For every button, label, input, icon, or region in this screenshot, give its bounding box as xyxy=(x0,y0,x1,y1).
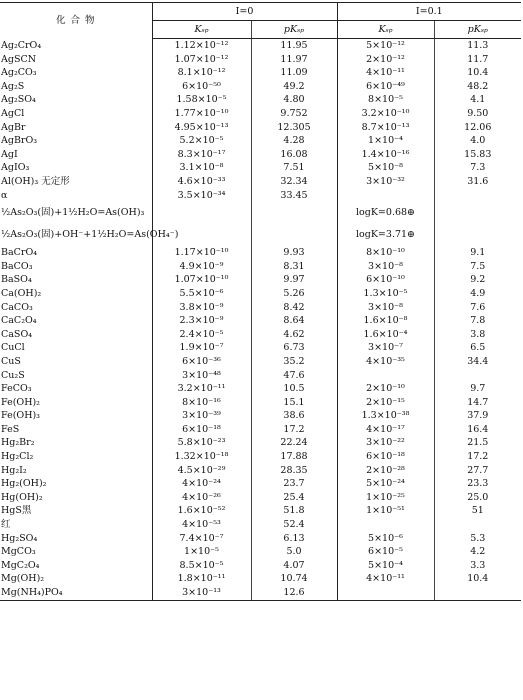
compound-name: CaSO₄ xyxy=(0,328,152,342)
compound-name: ½As₂O₃(固)+OH⁻+1½H₂O=As(OH₄⁻) xyxy=(0,224,152,246)
pksp-ionic-0.1 xyxy=(434,586,521,600)
pksp-ionic-0.1: 16.4 xyxy=(467,423,489,435)
pksp-ionic-0.1: 27.7 xyxy=(467,464,489,476)
pksp-ionic-0: 33.45 xyxy=(251,189,337,203)
ksp-ionic-0.1: 4×10⁻¹¹ xyxy=(337,66,434,80)
header-group-ionic-strength-0.1: I=0.1 xyxy=(337,3,521,21)
ksp-ionic-0.1: 4×10⁻¹⁷ xyxy=(337,423,434,437)
pksp-ionic-0.1: 3.8 xyxy=(470,328,486,340)
compound-name: FeS xyxy=(0,423,152,437)
pksp-ionic-0.1 xyxy=(434,368,521,382)
table-row xyxy=(0,518,521,532)
pksp-ionic-0 xyxy=(251,202,337,224)
header-group-ionic-strength-0: I=0 xyxy=(152,3,337,21)
pksp-ionic-0.1: 9.2 xyxy=(470,274,486,286)
ksp-ionic-0.1: 1.4×10⁻¹⁶ xyxy=(337,148,434,162)
pksp-ionic-0: 51.8 xyxy=(251,504,337,518)
table-row xyxy=(0,368,521,382)
compound-name: Hg₂Br₂ xyxy=(0,436,152,450)
table-row xyxy=(0,66,521,80)
compound-name: AgBrO₃ xyxy=(0,134,152,148)
pksp-ionic-0.1: 7.5 xyxy=(470,260,486,272)
pksp-ionic-0: 25.4 xyxy=(251,491,337,505)
table-row xyxy=(0,586,521,600)
ksp-ionic-0: 3×10⁻³⁹ xyxy=(152,409,251,423)
pksp-ionic-0: 9.752 xyxy=(251,107,337,121)
pksp-ionic-0.1: 25.0 xyxy=(467,491,489,503)
ksp-ionic-0.1: logK=3.71⊕ xyxy=(337,224,434,246)
ksp-ionic-0: 1.17×10⁻¹⁰ xyxy=(152,246,251,260)
pksp-ionic-0.1: 48.2 xyxy=(467,80,489,92)
ksp-ionic-0: 3.8×10⁻⁹ xyxy=(152,301,251,315)
ksp-ionic-0: 6×10⁻⁵⁰ xyxy=(152,80,251,94)
pksp-ionic-0.1: 9.50 xyxy=(467,108,489,120)
table-row xyxy=(0,301,521,315)
compound-name: Ag₂CO₃ xyxy=(0,66,152,80)
ksp-ionic-0.1: 1.3×10⁻³⁸ xyxy=(337,409,434,423)
table-row xyxy=(0,532,521,546)
ksp-ionic-0.1: 5×10⁻⁶ xyxy=(337,532,434,546)
table-row xyxy=(0,246,521,260)
ksp-ionic-0: 4.95×10⁻¹³ xyxy=(152,121,251,135)
pksp-ionic-0: 4.80 xyxy=(251,93,337,107)
pksp-ionic-0: 15.1 xyxy=(251,396,337,410)
table-row xyxy=(0,545,521,559)
compound-name: AgCl xyxy=(0,107,152,121)
ksp-ionic-0: 1.6×10⁻⁵² xyxy=(152,504,251,518)
ksp-ionic-0.1: 1.6×10⁻⁸ xyxy=(337,314,434,328)
pksp-ionic-0.1: 4.9 xyxy=(470,287,486,299)
table-row xyxy=(0,260,521,274)
pksp-ionic-0: 49.2 xyxy=(251,80,337,94)
ksp-ionic-0: 1.07×10⁻¹⁰ xyxy=(152,273,251,287)
table-row xyxy=(0,491,521,505)
pksp-ionic-0: 9.97 xyxy=(251,273,337,287)
ksp-ionic-0.1: 1.3×10⁻⁵ xyxy=(337,287,434,301)
pksp-ionic-0.1: 3.3 xyxy=(470,559,486,571)
table-row xyxy=(0,53,521,67)
table-row xyxy=(0,80,521,94)
pksp-ionic-0.1: 4.2 xyxy=(470,546,486,558)
compound-name: BaCrO₄ xyxy=(0,246,152,260)
compound-name: Ca(OH)₂ xyxy=(0,287,152,301)
pksp-ionic-0.1 xyxy=(434,518,521,532)
compound-name: Hg(OH)₂ xyxy=(0,491,152,505)
ksp-ionic-0: 3×10⁻¹³ xyxy=(152,586,251,600)
ksp-ionic-0: 1.77×10⁻¹⁰ xyxy=(152,107,251,121)
ksp-ionic-0.1: 6×10⁻¹⁰ xyxy=(337,273,434,287)
ksp-ionic-0.1: 2×10⁻¹² xyxy=(337,53,434,67)
compound-name: α xyxy=(0,189,152,203)
ksp-ionic-0.1: 3×10⁻⁸ xyxy=(337,301,434,315)
pksp-ionic-0: 11.97 xyxy=(251,53,337,67)
ksp-ionic-0: 4×10⁻²⁶ xyxy=(152,491,251,505)
ksp-ionic-0.1 xyxy=(337,368,434,382)
ksp-ionic-0: 4.6×10⁻³³ xyxy=(152,175,251,189)
header-compound: 化 合 物 xyxy=(0,3,152,39)
ksp-ionic-0: 3.5×10⁻³⁴ xyxy=(152,189,251,203)
table-row xyxy=(0,409,521,423)
ksp-ionic-0.1: 6×10⁻¹⁸ xyxy=(337,450,434,464)
ksp-ionic-0.1 xyxy=(337,189,434,203)
compound-name: Hg₂I₂ xyxy=(0,464,152,478)
compound-name: Hg₂SO₄ xyxy=(0,532,152,546)
ksp-ionic-0.1: 8×10⁻⁵ xyxy=(337,93,434,107)
pksp-ionic-0.1: 4.0 xyxy=(470,135,486,147)
ksp-ionic-0.1: 1×10⁻⁴ xyxy=(337,134,434,148)
ksp-ionic-0: 8×10⁻¹⁶ xyxy=(152,396,251,410)
header-ksp-0.1: Kₛₚ xyxy=(337,21,434,39)
table-row xyxy=(0,559,521,573)
ksp-ionic-0: 8.3×10⁻¹⁷ xyxy=(152,148,251,162)
pksp-ionic-0: 7.51 xyxy=(251,161,337,175)
ksp-ionic-0: 5.2×10⁻⁵ xyxy=(152,134,251,148)
ksp-ionic-0.1: 3×10⁻⁸ xyxy=(337,260,434,274)
table-row xyxy=(0,341,521,355)
pksp-ionic-0: 10.74 xyxy=(251,572,337,586)
ksp-ionic-0: 6×10⁻³⁶ xyxy=(152,355,251,369)
table-row xyxy=(0,450,521,464)
ksp-ionic-0: 8.5×10⁻⁵ xyxy=(152,559,251,573)
compound-name: Cu₂S xyxy=(0,368,152,382)
pksp-ionic-0: 4.28 xyxy=(251,134,337,148)
compound-name: AgIO₃ xyxy=(0,161,152,175)
pksp-ionic-0.1: 5.3 xyxy=(470,532,486,544)
compound-name: CaCO₃ xyxy=(0,301,152,315)
table-row xyxy=(0,175,521,189)
ksp-ionic-0: 1.58×10⁻⁵ xyxy=(152,93,251,107)
compound-name: Ag₂SO₄ xyxy=(0,93,152,107)
compound-name: HgS黑 xyxy=(0,504,152,518)
table-row xyxy=(0,572,521,586)
ksp-ionic-0: 2.3×10⁻⁹ xyxy=(152,314,251,328)
compound-name: Fe(OH)₂ xyxy=(0,396,152,410)
ksp-ionic-0: 1.8×10⁻¹¹ xyxy=(152,572,251,586)
pksp-ionic-0: 6.13 xyxy=(251,532,337,546)
pksp-ionic-0: 22.24 xyxy=(251,436,337,450)
compound-name: BaSO₄ xyxy=(0,273,152,287)
ksp-ionic-0: 5.5×10⁻⁶ xyxy=(152,287,251,301)
ksp-ionic-0.1: 3×10⁻²² xyxy=(337,436,434,450)
ksp-ionic-0.1: 2×10⁻¹⁵ xyxy=(337,396,434,410)
pksp-ionic-0: 12.305 xyxy=(251,121,337,135)
pksp-ionic-0.1: 37.9 xyxy=(467,410,489,422)
table-row xyxy=(0,39,521,53)
compound-name: Ag₂CrO₄ xyxy=(0,39,152,53)
ksp-ionic-0: 1.12×10⁻¹² xyxy=(152,39,251,53)
pksp-ionic-0.1: 23.3 xyxy=(467,478,489,490)
compound-name: 红 xyxy=(0,518,152,532)
ksp-ionic-0.1: 2×10⁻²⁸ xyxy=(337,464,434,478)
pksp-ionic-0: 23.7 xyxy=(251,477,337,491)
ksp-ionic-0: 2.4×10⁻⁵ xyxy=(152,328,251,342)
pksp-ionic-0.1: 6.5 xyxy=(470,342,486,354)
table-row xyxy=(0,161,521,175)
table-row xyxy=(0,314,521,328)
ksp-ionic-0.1: 3.2×10⁻¹⁰ xyxy=(337,107,434,121)
compound-name: CuS xyxy=(0,355,152,369)
pksp-ionic-0: 8.64 xyxy=(251,314,337,328)
ksp-ionic-0: 4×10⁻²⁴ xyxy=(152,477,251,491)
ksp-ionic-0: 3.1×10⁻⁸ xyxy=(152,161,251,175)
ksp-ionic-0.1: 5×10⁻¹² xyxy=(337,39,434,53)
pksp-ionic-0: 6.73 xyxy=(251,341,337,355)
pksp-ionic-0.1: 4.1 xyxy=(470,94,486,106)
ksp-ionic-0.1: logK=0.68⊕ xyxy=(337,202,434,224)
table-row xyxy=(0,134,521,148)
ksp-ionic-0: 6×10⁻¹⁸ xyxy=(152,423,251,437)
table-row xyxy=(0,93,521,107)
pksp-ionic-0.1: 10.4 xyxy=(467,67,489,79)
table-row xyxy=(0,477,521,491)
ksp-ionic-0: 4.9×10⁻⁹ xyxy=(152,260,251,274)
ksp-ionic-0.1: 3×10⁻⁷ xyxy=(337,341,434,355)
ksp-ionic-0.1: 4×10⁻¹¹ xyxy=(337,572,434,586)
ksp-ionic-0: 4×10⁻⁵³ xyxy=(152,518,251,532)
ksp-ionic-0.1: 8.7×10⁻¹³ xyxy=(337,121,434,135)
pksp-ionic-0: 16.08 xyxy=(251,148,337,162)
ksp-ionic-0 xyxy=(152,202,251,224)
header-pksp-0: pKₛₚ xyxy=(251,21,337,39)
table-row xyxy=(0,287,521,301)
header-ksp-0: Kₛₚ xyxy=(152,21,251,39)
table-row xyxy=(0,148,521,162)
table-row xyxy=(0,436,521,450)
pksp-ionic-0.1: 15.83 xyxy=(464,148,492,160)
ksp-ionic-0: 1.07×10⁻¹² xyxy=(152,53,251,67)
pksp-ionic-0.1: 7.6 xyxy=(470,301,486,313)
pksp-ionic-0.1: 7.3 xyxy=(470,162,486,174)
pksp-ionic-0: 5.26 xyxy=(251,287,337,301)
ksp-ionic-0.1: 4×10⁻³⁵ xyxy=(337,355,434,369)
table-row xyxy=(0,396,521,410)
pksp-ionic-0.1: 11.7 xyxy=(467,53,489,65)
compound-name: AgI xyxy=(0,148,152,162)
pksp-ionic-0: 4.07 xyxy=(251,559,337,573)
ksp-ionic-0: 3.2×10⁻¹¹ xyxy=(152,382,251,396)
ksp-ionic-0: 1×10⁻⁵ xyxy=(152,545,251,559)
compound-name: Hg₂Cl₂ xyxy=(0,450,152,464)
ksp-ionic-0.1 xyxy=(337,586,434,600)
pksp-ionic-0.1: 12.06 xyxy=(464,121,492,133)
ksp-ionic-0: 1.32×10⁻¹⁸ xyxy=(152,450,251,464)
compound-name: Mg(OH)₂ xyxy=(0,572,152,586)
table-row xyxy=(0,504,521,518)
table-row xyxy=(0,121,521,135)
compound-name: ½As₂O₃(固)+1½H₂O=As(OH)₃ xyxy=(0,202,152,224)
pksp-ionic-0: 17.88 xyxy=(251,450,337,464)
compound-name: Hg₂(OH)₂ xyxy=(0,477,152,491)
table-row xyxy=(0,273,521,287)
compound-name: Mg(NH₄)PO₄ xyxy=(0,586,152,600)
pksp-ionic-0.1 xyxy=(434,189,521,203)
table-header xyxy=(0,3,521,39)
pksp-ionic-0: 52.4 xyxy=(251,518,337,532)
pksp-ionic-0: 12.6 xyxy=(251,586,337,600)
table-body xyxy=(0,39,521,601)
pksp-ionic-0.1: 11.3 xyxy=(467,40,489,52)
table-row xyxy=(0,355,521,369)
pksp-ionic-0: 35.2 xyxy=(251,355,337,369)
ksp-ionic-0.1: 6×10⁻⁴⁹ xyxy=(337,80,434,94)
pksp-ionic-0: 8.42 xyxy=(251,301,337,315)
ksp-ionic-0: 7.4×10⁻⁷ xyxy=(152,532,251,546)
compound-name: AgBr xyxy=(0,121,152,135)
table-row xyxy=(0,189,521,203)
pksp-ionic-0.1: 14.7 xyxy=(467,396,489,408)
table-row xyxy=(0,202,521,224)
solubility-product-table xyxy=(0,2,521,601)
table-row xyxy=(0,382,521,396)
pksp-ionic-0.1: 31.6 xyxy=(467,175,489,187)
pksp-ionic-0.1: 17.2 xyxy=(467,451,489,463)
ksp-ionic-0: 3×10⁻⁴⁸ xyxy=(152,368,251,382)
ksp-ionic-0.1: 5×10⁻⁸ xyxy=(337,161,434,175)
compound-name: MgC₂O₄ xyxy=(0,559,152,573)
pksp-ionic-0: 5.0 xyxy=(251,545,337,559)
pksp-ionic-0: 10.5 xyxy=(251,382,337,396)
pksp-ionic-0.1: 9.1 xyxy=(470,247,486,259)
compound-name: AgSCN xyxy=(0,53,152,67)
table-row xyxy=(0,224,521,246)
ksp-ionic-0.1 xyxy=(337,518,434,532)
table-row xyxy=(0,328,521,342)
compound-name: BaCO₃ xyxy=(0,260,152,274)
pksp-ionic-0.1: 10.4 xyxy=(467,573,489,585)
ksp-ionic-0.1: 3×10⁻³² xyxy=(337,175,434,189)
pksp-ionic-0.1: 21.5 xyxy=(467,437,489,449)
header-pksp-0.1: pKₛₚ xyxy=(434,21,521,39)
pksp-ionic-0: 17.2 xyxy=(251,423,337,437)
ksp-ionic-0.1: 1×10⁻⁵¹ xyxy=(337,504,434,518)
ksp-ionic-0.1: 1×10⁻²⁵ xyxy=(337,491,434,505)
pksp-ionic-0 xyxy=(251,224,337,246)
ksp-ionic-0: 4.5×10⁻²⁹ xyxy=(152,464,251,478)
table-row xyxy=(0,423,521,437)
pksp-ionic-0.1: 34.4 xyxy=(467,355,489,367)
compound-name: Fe(OH)₃ xyxy=(0,409,152,423)
pksp-ionic-0: 32.34 xyxy=(251,175,337,189)
ksp-ionic-0.1: 8×10⁻¹⁰ xyxy=(337,246,434,260)
pksp-ionic-0.1: 51 xyxy=(471,505,484,517)
pksp-ionic-0: 38.6 xyxy=(251,409,337,423)
ksp-ionic-0: 5.8×10⁻²³ xyxy=(152,436,251,450)
ksp-ionic-0: 8.1×10⁻¹² xyxy=(152,66,251,80)
pksp-ionic-0.1 xyxy=(434,202,521,224)
pksp-ionic-0: 8.31 xyxy=(251,260,337,274)
pksp-ionic-0.1: 7.8 xyxy=(470,315,486,327)
ksp-ionic-0.1: 5×10⁻²⁴ xyxy=(337,477,434,491)
pksp-ionic-0: 9.93 xyxy=(251,246,337,260)
pksp-ionic-0.1 xyxy=(434,224,521,246)
ksp-ionic-0.1: 5×10⁻⁴ xyxy=(337,559,434,573)
compound-name: CuCl xyxy=(0,341,152,355)
compound-name: CaC₂O₄ xyxy=(0,314,152,328)
ksp-ionic-0.1: 1.6×10⁻⁴ xyxy=(337,328,434,342)
pksp-ionic-0: 28.35 xyxy=(251,464,337,478)
table-row xyxy=(0,107,521,121)
pksp-ionic-0: 11.95 xyxy=(251,39,337,53)
table-row xyxy=(0,464,521,478)
pksp-ionic-0.1: 9.7 xyxy=(470,383,486,395)
compound-name: MgCO₃ xyxy=(0,545,152,559)
compound-name: Ag₂S xyxy=(0,80,152,94)
pksp-ionic-0: 4.62 xyxy=(251,328,337,342)
compound-name: Al(OH)₃ 无定形 xyxy=(0,175,152,189)
pksp-ionic-0: 47.6 xyxy=(251,368,337,382)
ksp-ionic-0: 1.9×10⁻⁷ xyxy=(152,341,251,355)
compound-name: FeCO₃ xyxy=(0,382,152,396)
ksp-ionic-0.1: 6×10⁻⁵ xyxy=(337,545,434,559)
pksp-ionic-0: 11.09 xyxy=(251,66,337,80)
ksp-ionic-0.1: 2×10⁻¹⁰ xyxy=(337,382,434,396)
